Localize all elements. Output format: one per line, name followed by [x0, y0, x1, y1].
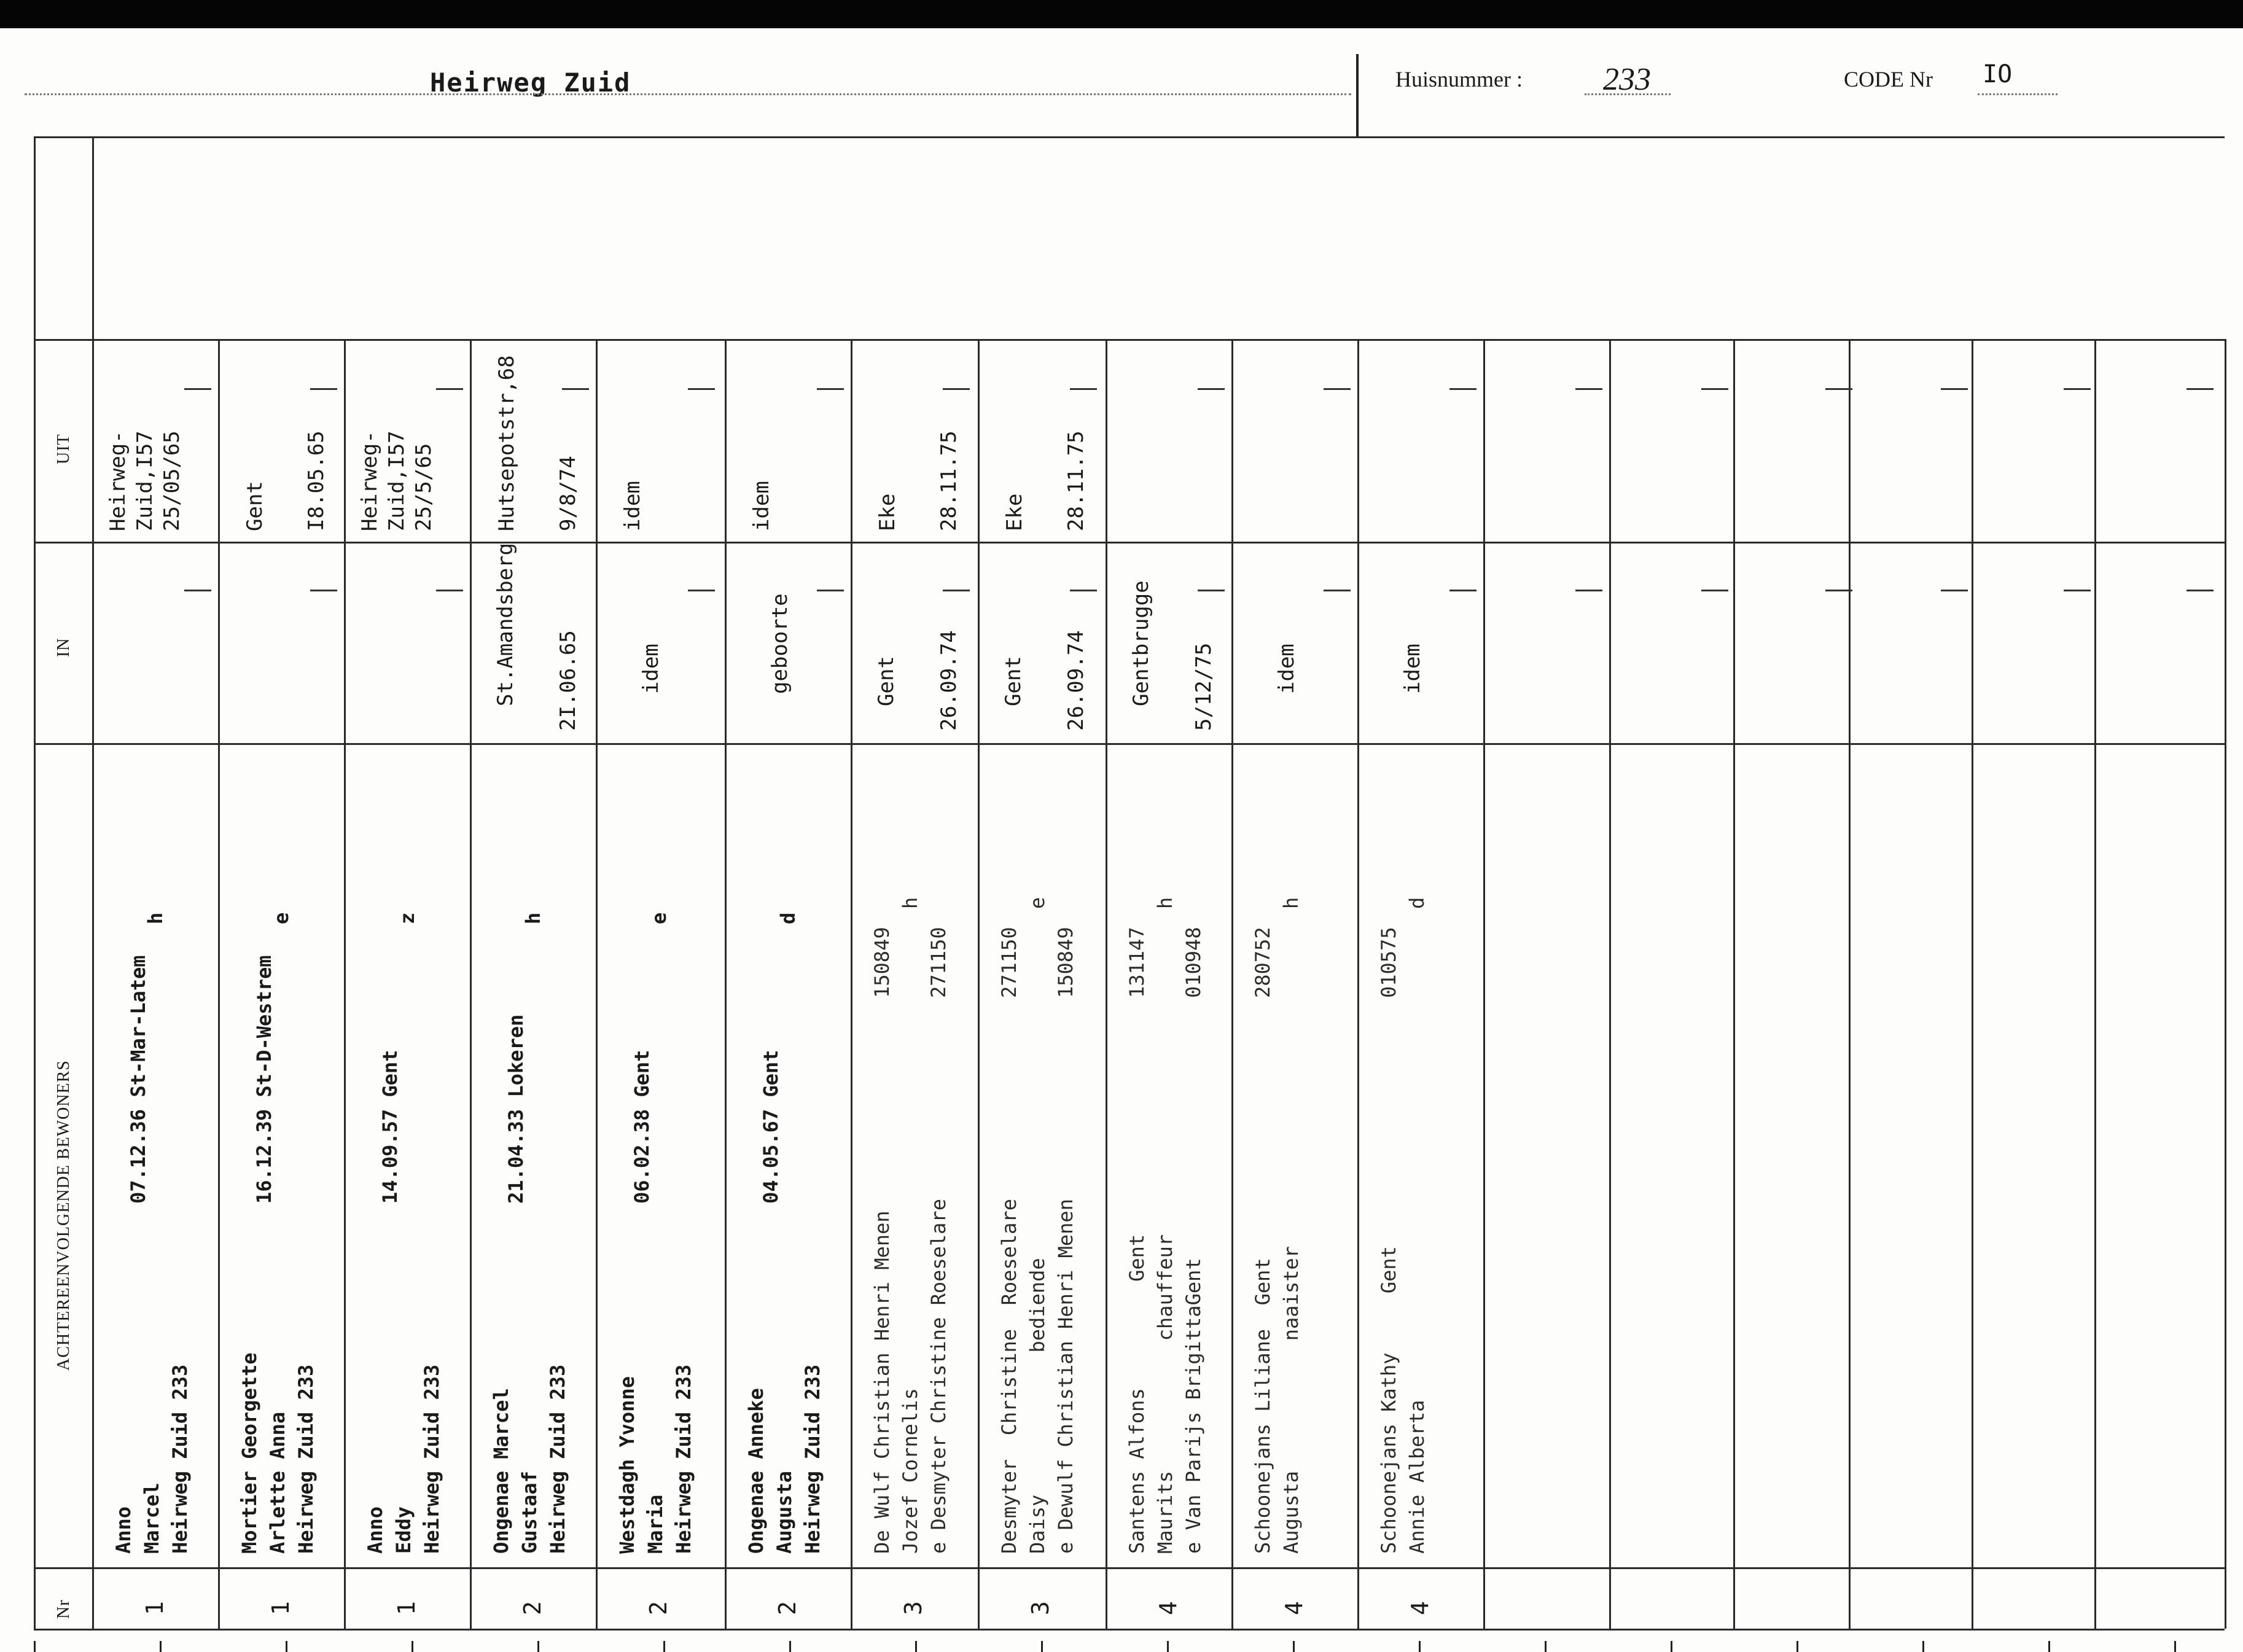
in-column-dash	[1941, 590, 1968, 591]
house-number-value: 233	[1603, 62, 1651, 97]
moved-in-date: 2I.06.65	[556, 630, 580, 731]
moved-out-value: Eke	[1002, 493, 1027, 531]
identifier-code: 271150	[927, 927, 950, 998]
moved-in-value: geboorte	[768, 593, 792, 694]
scan-bottom-tick	[2174, 1641, 2176, 1652]
grid-column-line	[1231, 339, 1233, 1629]
grid-column-line	[1106, 339, 1107, 1629]
house-number-label: Huisnummer :	[1395, 67, 1523, 92]
code-value: IO	[1983, 60, 2013, 88]
status-code: d	[776, 912, 800, 924]
identifier-code: h	[1153, 897, 1177, 909]
status-code: h	[144, 912, 167, 924]
scan-bottom-tick	[1419, 1641, 1421, 1652]
grid-horizontal-line	[34, 339, 2225, 341]
resident-line: Schoonejans Kathy Gent	[1377, 1246, 1400, 1554]
street-name: Heirweg Zuid	[430, 68, 631, 98]
uit-column-dash	[1825, 388, 1852, 390]
scan-top-edge	[0, 0, 2243, 28]
resident-line: De Wulf Christian Henri Menen	[870, 1210, 894, 1554]
grid-column-line	[92, 339, 94, 1629]
moved-in-date: 5/12/75	[1192, 642, 1216, 731]
moved-in-place: Gent	[1001, 656, 1026, 706]
column-header-nr: Nr	[54, 1599, 73, 1619]
row-number: 1	[141, 1601, 168, 1615]
birth-date-place: 16.12.39 St-D-Westrem	[252, 955, 276, 1204]
scan-bottom-tick	[34, 1641, 36, 1652]
code-label: CODE Nr	[1844, 67, 1933, 92]
grid-column-line	[470, 339, 472, 1629]
moved-out-value: Hutsepotstr,68	[494, 355, 519, 531]
resident-line: Eddy	[392, 1506, 415, 1554]
resident-line: Heirweg Zuid 233	[294, 1364, 318, 1554]
moved-in-value: idem	[639, 644, 663, 694]
status-code: h	[521, 912, 545, 924]
street-dotted-line	[25, 93, 1351, 95]
resident-line: Augusta naaister	[1279, 1246, 1303, 1554]
in-column-dash	[1198, 590, 1225, 591]
column-header-residents: ACHTEREENVOLGENDE BEWONERS	[54, 1060, 73, 1371]
identifier-code: h	[899, 897, 922, 909]
moved-out-value: Zuid,I57	[384, 431, 409, 531]
resident-line: e Desmyter Christine Roeselare	[927, 1199, 950, 1554]
grid-column-line	[725, 339, 727, 1629]
scan-bottom-tick	[286, 1641, 287, 1652]
grid-horizontal-line	[34, 1567, 2225, 1569]
row-number: 2	[774, 1601, 801, 1615]
in-column-dash	[2186, 590, 2214, 591]
resident-line: Annie Alberta	[1405, 1400, 1429, 1554]
resident-line: Santens Alfons Gent	[1125, 1234, 1149, 1554]
uit-column-dash	[1449, 388, 1476, 390]
uit-column-dash	[436, 388, 463, 390]
column-header-in: IN	[54, 637, 73, 657]
uit-column-dash	[310, 388, 337, 390]
birth-date-place: 07.12.36 St-Mar-Latem	[127, 955, 150, 1204]
moved-out-value: 28.11.75	[1064, 431, 1088, 531]
moved-out-value: Heirweg-	[106, 431, 130, 531]
in-column-dash	[184, 590, 211, 591]
grid-column-line	[92, 136, 94, 339]
grid-horizontal-line	[34, 542, 2225, 544]
grid-column-line	[851, 339, 852, 1629]
uit-column-dash	[184, 388, 211, 390]
resident-line: Marcel	[140, 1483, 163, 1554]
house-number-dotted-line	[1585, 93, 1671, 95]
row-number: 1	[393, 1601, 420, 1615]
resident-line: Arlette Anna	[266, 1411, 289, 1554]
identifier-code: 010575	[1377, 927, 1400, 998]
resident-line: Daisy bediende	[1026, 1258, 1049, 1554]
resident-line: Ongenae Marcel	[490, 1388, 513, 1554]
moved-out-value: Zuid,I57	[133, 431, 157, 531]
moved-in-value: idem	[1274, 644, 1299, 694]
scan-bottom-tick	[1922, 1641, 1924, 1652]
grid-column-line	[596, 339, 598, 1629]
resident-line: Heirweg Zuid 233	[168, 1364, 192, 1554]
grid-horizontal-line	[34, 1629, 2225, 1631]
moved-out-value: Gent	[243, 481, 267, 531]
resident-line: Heirweg Zuid 233	[672, 1364, 695, 1554]
birth-date-place: 21.04.33 Lokeren	[504, 1014, 528, 1204]
column-header-uit: UIT	[54, 434, 73, 464]
in-column-dash	[310, 590, 337, 591]
grid-outer-left-line	[34, 136, 36, 1629]
uit-column-dash	[943, 388, 970, 390]
scan-bottom-tick	[537, 1641, 539, 1652]
in-column-dash	[1070, 590, 1097, 591]
identifier-code: e	[1026, 897, 1049, 909]
in-column-dash	[2064, 590, 2091, 591]
grid-column-line	[2094, 339, 2096, 1629]
resident-line: e Van Parijs BrigittaGent	[1182, 1258, 1205, 1554]
grid-horizontal-line	[34, 743, 2225, 745]
resident-line: Gustaaf	[518, 1471, 541, 1554]
grid-column-line	[2225, 339, 2226, 1629]
in-column-dash	[1449, 590, 1476, 591]
scan-bottom-tick	[789, 1641, 791, 1652]
resident-line: Maurits chauffeur	[1153, 1234, 1177, 1554]
uit-column-dash	[2064, 388, 2091, 390]
resident-line: Heirweg Zuid 233	[546, 1364, 569, 1554]
in-column-dash	[1324, 590, 1351, 591]
in-column-dash	[817, 590, 844, 591]
grid-column-line	[1733, 339, 1735, 1629]
in-column-dash	[436, 590, 463, 591]
resident-line: Augusta	[773, 1471, 796, 1554]
grid-column-line	[1849, 339, 1851, 1629]
in-column-dash	[1825, 590, 1852, 591]
scan-bottom-tick	[412, 1641, 413, 1652]
header-separator	[1356, 54, 1359, 137]
moved-in-date: 26.09.74	[937, 630, 961, 731]
grid-column-line	[1357, 339, 1359, 1629]
uit-column-dash	[1941, 388, 1968, 390]
moved-in-place: Gent	[874, 656, 899, 706]
in-column-dash	[1575, 590, 1602, 591]
status-code: e	[647, 912, 671, 924]
uit-column-dash	[1070, 388, 1097, 390]
grid-column-line	[218, 339, 220, 1629]
row-number: 4	[1281, 1601, 1308, 1615]
uit-column-dash	[562, 388, 589, 390]
in-column-dash	[688, 590, 715, 591]
resident-line: Jozef Cornelis	[899, 1388, 922, 1554]
moved-in-place: St.Amandsberg	[493, 542, 518, 706]
scan-bottom-tick	[1671, 1641, 1672, 1652]
moved-in-value: idem	[1400, 644, 1425, 694]
status-code: z	[396, 912, 419, 924]
grid-column-line	[1609, 339, 1611, 1629]
moved-out-value: idem	[749, 481, 774, 531]
uit-column-dash	[817, 388, 844, 390]
identifier-code: d	[1405, 897, 1429, 909]
grid-column-line	[978, 339, 980, 1629]
resident-line: Anno	[364, 1506, 387, 1554]
moved-out-value: idem	[620, 481, 645, 531]
birth-date-place: 14.09.57 Gent	[378, 1050, 402, 1204]
scan-bottom-tick	[1545, 1641, 1547, 1652]
scan-bottom-tick	[663, 1641, 665, 1652]
identifier-code: 150849	[870, 927, 894, 998]
resident-line: Maria	[644, 1494, 667, 1554]
moved-out-value: 25/05/65	[160, 431, 184, 531]
moved-out-value: 9/8/74	[556, 456, 580, 531]
grid-column-line	[1972, 339, 1973, 1629]
uit-column-dash	[1198, 388, 1225, 390]
scan-bottom-tick	[1293, 1641, 1295, 1652]
moved-out-value: 25/5/65	[412, 443, 436, 531]
identifier-code: 010948	[1182, 927, 1205, 998]
resident-line: Anno	[112, 1506, 135, 1554]
resident-line: Westdagh Yvonne	[615, 1376, 639, 1554]
identifier-code: h	[1279, 897, 1303, 909]
row-number: 3	[1027, 1601, 1054, 1615]
birth-date-place: 04.05.67 Gent	[759, 1050, 782, 1204]
row-number: 4	[1155, 1601, 1182, 1615]
scan-bottom-tick	[1167, 1641, 1169, 1652]
in-column-dash	[1701, 590, 1728, 591]
row-number: 2	[519, 1601, 546, 1615]
in-column-dash	[943, 590, 970, 591]
moved-out-value: 28.11.75	[937, 431, 961, 531]
identifier-code: 280752	[1251, 927, 1274, 998]
scan-bottom-tick	[160, 1641, 162, 1652]
resident-line: Heirweg Zuid 233	[801, 1364, 824, 1554]
grid-horizontal-line	[34, 136, 2225, 138]
resident-line: Ongenae Anneke	[744, 1388, 768, 1554]
moved-out-value: I8.05.65	[304, 431, 329, 531]
grid-column-line	[1483, 339, 1485, 1629]
uit-column-dash	[1324, 388, 1351, 390]
row-number: 4	[1406, 1601, 1434, 1615]
moved-out-value: Heirweg-	[357, 431, 382, 531]
scan-bottom-tick	[1796, 1641, 1798, 1652]
grid-column-line	[344, 339, 346, 1629]
row-number: 2	[645, 1601, 672, 1615]
scan-bottom-tick	[2048, 1641, 2050, 1652]
row-number: 1	[267, 1601, 294, 1615]
row-number: 3	[900, 1601, 927, 1615]
moved-in-date: 26.09.74	[1064, 630, 1088, 731]
uit-column-dash	[2186, 388, 2214, 390]
uit-column-dash	[688, 388, 715, 390]
resident-line: Mortier Georgette	[238, 1352, 261, 1554]
uit-column-dash	[1575, 388, 1602, 390]
identifier-code: 131147	[1125, 927, 1149, 998]
uit-column-dash	[1701, 388, 1728, 390]
scan-bottom-tick	[915, 1641, 917, 1652]
resident-line: e Dewulf Christian Henri Menen	[1054, 1199, 1077, 1554]
identifier-code: 150849	[1054, 927, 1077, 998]
moved-out-value: Eke	[875, 493, 900, 531]
resident-line: Desmyter Christine Roeselare	[997, 1199, 1021, 1554]
resident-line: Schoonejans Liliane Gent	[1251, 1258, 1274, 1554]
birth-date-place: 06.02.38 Gent	[630, 1050, 653, 1204]
code-dotted-line	[1978, 93, 2058, 95]
scan-bottom-tick	[1041, 1641, 1043, 1652]
status-code: e	[270, 912, 293, 924]
resident-line: Heirweg Zuid 233	[420, 1364, 443, 1554]
identifier-code: 271150	[997, 927, 1021, 998]
moved-in-place: Gentbrugge	[1129, 580, 1153, 706]
